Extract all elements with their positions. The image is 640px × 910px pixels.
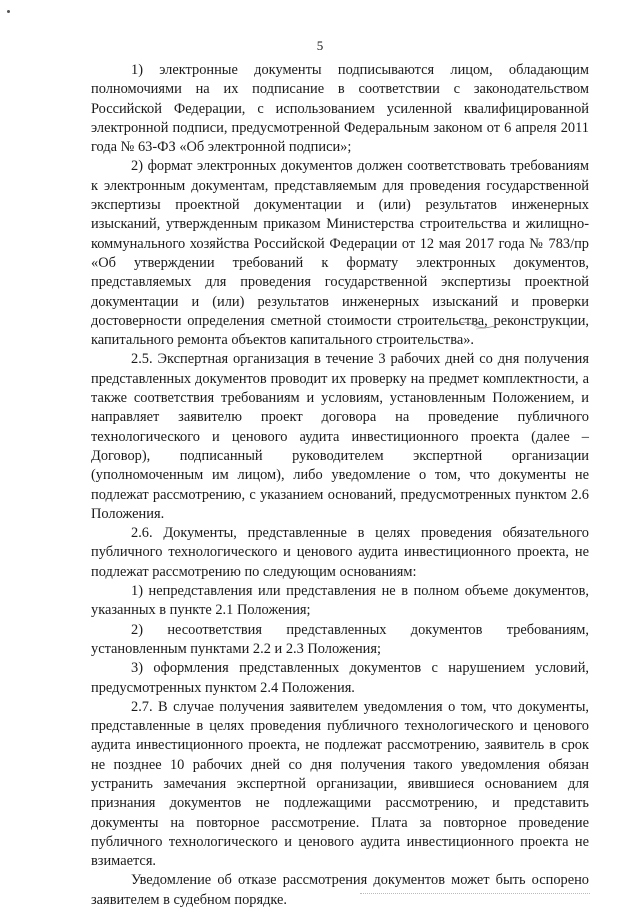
paragraph-sub-2: 2) формат электронных документов должен соответствовать требованиям к электронным документам, представляемым для проведения государственной экспертизы проектной документации и (или) результатов инженерных изысканий, утвержденным приказом Министерства строительства и жилищно-коммунального хозяйства Российской Федерации от 12 мая 2017 года № 783/пр «Об утверждении требований к формату электронных документов, представляемых для проведения государственной экспертизы проектной документации и (или) результатов инженерных изысканий и проверки достоверности определения сметной стоимости строительства, реконструкции, капитального ремонта объектов капитального строительства».	[91, 158, 589, 349]
page-number: 5	[316, 38, 324, 53]
paragraph-2-7: 2.7. В случае получения заявителем уведомления о том, что документы, представленные в целях проведения публичного технологического и ценового аудита инвестиционного проекта, не подлежат рассмотрению, заявитель в срок не позднее 10 рабочих дней со дня получения такого уведомления обязан устранить замечания экспертной организации, явившиеся основанием для признания документов не подлежащими рассмотрению, и представить документы на повторное рассмотрение. Плата за повторное проведение публичного технологического и ценового аудита инвестиционного проекта не взимается.	[91, 698, 589, 870]
paragraph-2-6: 2.6. Документы, представленные в целях проведения обязательного публичного технологического и ценового аудита инвестиционного проекта, не подлежат рассмотрению по следующим основаниям:	[91, 525, 589, 580]
paragraph-2-5: 2.5. Экспертная организация в течение 3 рабочих дней со дня получения представленных документов проводит их проверку на предмет комплектности, а также соответствия требованиям и условиям, установленным Положением, и направляет заявителю проект договора на проведение публичного технологического и ценового аудита инвестиционного проекта (далее – Договор), подписанный руководителем экспертной организации (уполномоченным им лицом), либо уведомление о том, что документы не подлежат рассмотрению, с указанием оснований, предусмотренных пунктом 2.6 Положения.	[91, 351, 589, 522]
scan-dot	[7, 10, 10, 13]
paragraph-sub-1: 1) электронные документы подписываются лицом, обладающим полномочиями на их подписание в соответствии с законодательством Российской Федерации, с использованием усиленной квалифицированной электронной подписи, предусмотренной Федеральным законом от 6 апреля 2011 года № 63-ФЗ «Об электронной подписи»;	[91, 62, 589, 156]
document-body	[91, 61, 589, 910]
paragraph-2-6-item-2: 2) несоответствия представленных документов требованиям, установленным пунктами 2.2 и 2.3 Положения;	[91, 621, 589, 657]
scan-artifact-mark	[456, 318, 496, 332]
bottom-scan-line	[360, 893, 590, 895]
paragraph-2-6-item-3: 3) оформления представленных документов с нарушением условий, предусмотренных пунктом 2.4 Положения.	[91, 660, 589, 696]
paragraph-2-6-item-1: 1) непредставления или представления не в полном объеме документов, указанных в пункте 2.1 Положения;	[91, 583, 589, 619]
paragraph-appeal-notice: Уведомление об отказе рассмотрения документов может быть оспорено заявителем в судебном порядке.	[91, 872, 589, 908]
